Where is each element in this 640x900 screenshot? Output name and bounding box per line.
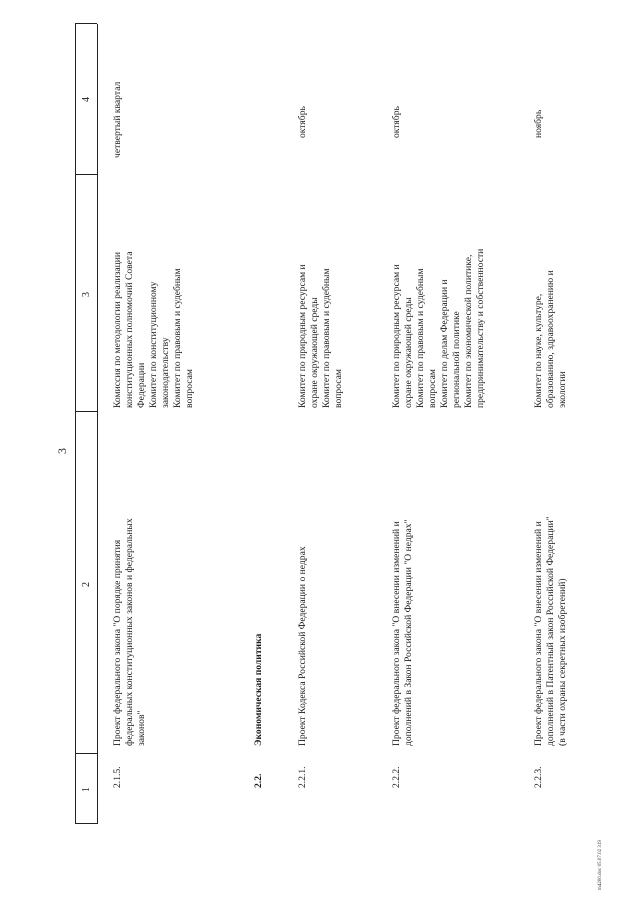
- row-deadline: четвертый квартал: [112, 81, 123, 158]
- row-number: 2.2.2.: [391, 766, 402, 788]
- row-title: Проект федерального закона "О внесении изменений и дополнений в Патентный закон Российской Федерации" (в части охраны секретных изобретений): [533, 516, 568, 746]
- column-number-1: 1: [81, 787, 92, 792]
- column-divider: [75, 753, 97, 754]
- section-title: Экономическая политика: [253, 633, 264, 746]
- row-committees: Комитет по науке, культуре, образованию, здравоохранению и экологии: [533, 270, 568, 408]
- page-number: 3: [55, 448, 69, 454]
- row-deadline: октябрь: [297, 106, 308, 138]
- column-number-4: 4: [81, 97, 92, 102]
- column-number-2: 2: [81, 582, 92, 587]
- section-number: 2.2.: [253, 773, 264, 788]
- row-title: Проект Кодекса Российской Федерации о недрах: [297, 546, 308, 746]
- header-top-border: [75, 24, 76, 824]
- row-number: 2.2.1.: [297, 766, 308, 788]
- row-committees: Комитет по природным ресурсам и охране окружающей среды Комитет по правовым и судебным вопросам Комитет по делам Федерации и региональной политике Комитет по экономической политике, предпринимательству и собственности: [391, 248, 486, 408]
- column-divider: [75, 174, 97, 175]
- row-title: Проект федерального закона "О порядке принятия федеральных конституционных законов и федеральных законов": [112, 518, 147, 746]
- column-divider: [75, 23, 97, 24]
- column-divider: [75, 411, 97, 412]
- column-number-3: 3: [81, 292, 92, 297]
- row-committees: Комитет по природным ресурсам и охране окружающей среды Комитет по правовым и судебным вопросам: [297, 264, 344, 408]
- row-title: Проект федерального закона "О внесении изменений и дополнений в Закон Российской Федерации "О недрах": [391, 519, 414, 746]
- row-committees: Комиссия по методологии реализации конституционных полномочий Совета Федерации Комитет по конституционному законодательству Комитет по правовым и судебным вопросам: [112, 251, 195, 408]
- row-number: 2.1.5.: [112, 766, 123, 788]
- footer-file-ref: m4200.doc 05.07.02 319: [598, 840, 603, 890]
- row-deadline: октябрь: [391, 106, 402, 138]
- row-deadline: ноябрь: [533, 109, 544, 138]
- column-divider: [75, 823, 97, 824]
- header-bottom-border: [97, 24, 98, 824]
- row-number: 2.2.3.: [533, 766, 544, 788]
